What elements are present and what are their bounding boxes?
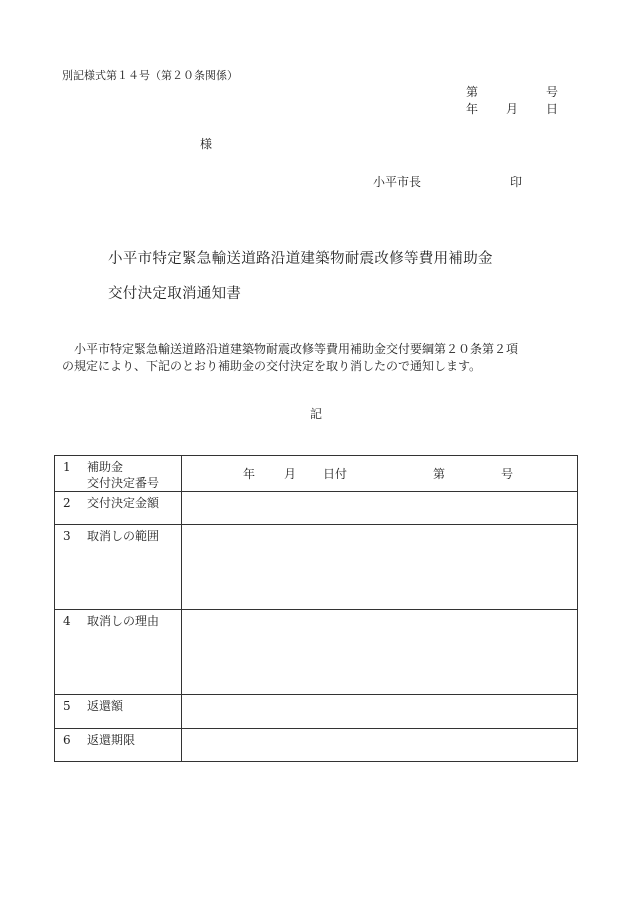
table-row-refund-deadline	[55, 729, 578, 762]
row-label: 返還額	[87, 699, 124, 713]
value-year: 年	[243, 467, 256, 481]
label-cell	[55, 456, 182, 492]
row-label-line2: 交付決定番号	[87, 476, 160, 490]
row-number: 1	[63, 460, 71, 474]
body-text-line1: 小平市特定緊急輸送道路沿道建築物耐震改修等費用補助金交付要綱第２０条第２項	[74, 342, 519, 356]
value-cell-refund-deadline[interactable]	[182, 729, 578, 762]
table-row-subsidy-number	[55, 456, 578, 492]
form-id: 別記様式第１４号（第２０条関係）	[62, 69, 238, 82]
value-number-prefix: 第	[433, 467, 446, 481]
table-row-cancel-reason	[55, 610, 578, 695]
date-day: 日	[546, 102, 559, 116]
value-cell-cancel-scope[interactable]	[182, 525, 578, 610]
row-label: 取消しの範囲	[87, 529, 160, 543]
value-cell-decision-amount[interactable]	[182, 492, 578, 525]
row-number: 3	[63, 529, 71, 543]
row-number: 2	[63, 496, 71, 510]
row-label: 取消しの理由	[87, 614, 160, 628]
number-prefix: 第	[466, 85, 479, 99]
row-label: 交付決定金額	[87, 496, 160, 510]
label-cell	[55, 492, 182, 525]
value-day-attached: 日付	[323, 467, 348, 481]
value-cell-refund-amount[interactable]	[182, 695, 578, 729]
label-cell	[55, 525, 182, 610]
seal-mark: 印	[510, 175, 523, 189]
record-table	[54, 455, 578, 762]
value-cell-subsidy-number[interactable]	[182, 456, 578, 492]
table-row-refund-amount	[55, 695, 578, 729]
label-cell	[55, 695, 182, 729]
row-number: 6	[63, 733, 71, 747]
addressee-suffix: 様	[200, 137, 213, 151]
table-row-cancel-scope	[55, 525, 578, 610]
body-text-line2: の規定により、下記のとおり補助金の交付決定を取り消したので通知します。	[62, 359, 482, 373]
row-number: 4	[63, 614, 71, 628]
date-month: 月	[506, 102, 519, 116]
label-cell	[55, 610, 182, 695]
document-title-line2: 交付決定取消通知書	[108, 286, 242, 302]
date-year: 年	[466, 102, 479, 116]
row-label: 返還期限	[87, 733, 136, 747]
label-cell	[55, 729, 182, 762]
value-cell-cancel-reason[interactable]	[182, 610, 578, 695]
issuer: 小平市長	[373, 175, 422, 189]
row-number: 5	[63, 699, 71, 713]
value-number-suffix: 号	[501, 467, 514, 481]
row-label: 補助金	[87, 460, 124, 474]
document-title-line1: 小平市特定緊急輸送道路沿道建築物耐震改修等費用補助金	[108, 251, 493, 267]
table-row-decision-amount	[55, 492, 578, 525]
ki-heading: 記	[310, 407, 323, 421]
number-suffix: 号	[546, 85, 559, 99]
value-month: 月	[284, 467, 297, 481]
